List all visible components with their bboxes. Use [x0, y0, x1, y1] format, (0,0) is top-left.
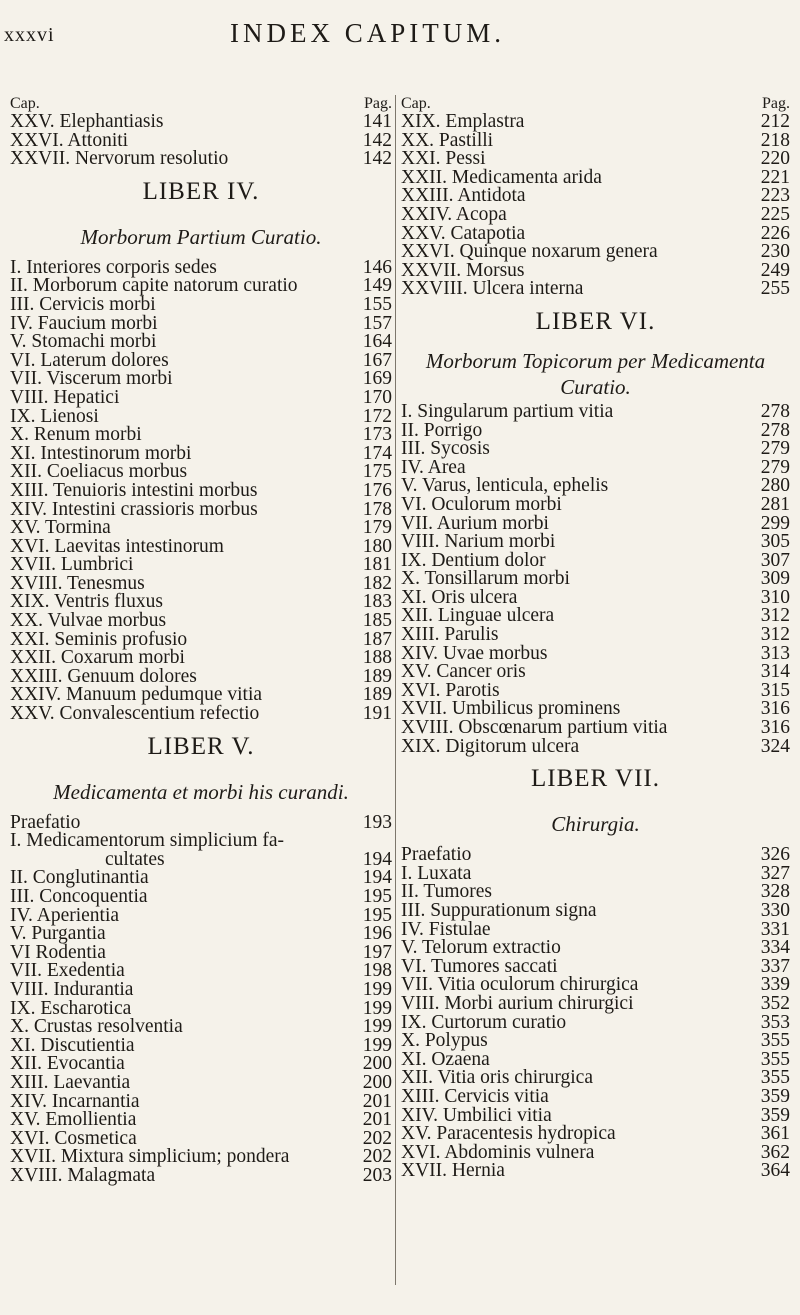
index-entry	[401, 150, 790, 169]
entry-title: XII. Linguae ulcera	[401, 605, 555, 627]
index-entry	[401, 1162, 790, 1181]
column-divider	[395, 95, 396, 1285]
entry-title: XVI. Laevitas intestinorum	[10, 535, 224, 557]
entry-title: XXIV. Acopa	[401, 203, 507, 225]
index-entry	[401, 992, 790, 1014]
running-head	[0, 12, 800, 52]
entry-title: IV. Faucium morbi	[10, 312, 158, 334]
liber5-entries	[10, 811, 392, 1186]
entry-page: 316	[760, 698, 790, 720]
left-top-entries	[10, 113, 392, 169]
entry-title: III. Concoquentia	[10, 886, 148, 907]
index-entry	[10, 519, 392, 538]
index-entry	[10, 293, 392, 315]
index-entry	[401, 533, 790, 552]
entry-page: 155	[362, 293, 392, 315]
right-column	[401, 95, 790, 1181]
entry-title: XXIV. Manuum pedumque vitia	[10, 684, 263, 706]
entry-page: 223	[760, 185, 790, 207]
entry-page: 199	[362, 1034, 392, 1056]
entry-title: XVII. Hernia	[401, 1160, 505, 1182]
index-entry	[10, 1111, 392, 1130]
index-entry	[10, 386, 392, 408]
index-entry	[10, 150, 392, 169]
entry-page: 330	[760, 900, 790, 921]
entry-page: 196	[362, 923, 392, 945]
entry-title: XIX. Digitorum ulcera	[401, 735, 580, 757]
page-folio: xxxvi	[4, 24, 55, 46]
index-entry	[401, 1125, 790, 1144]
entry-title: IX. Lienosi	[10, 405, 99, 427]
entry-page: 191	[362, 703, 392, 725]
entry-page: 202	[362, 1146, 392, 1168]
entry-title: XX. Pastilli	[401, 129, 494, 151]
entry-page: 198	[362, 960, 392, 982]
liber-subtitle: Chirurgia.	[551, 812, 640, 837]
entry-title: XXII. Coxarum morbi	[10, 647, 185, 669]
entry-page: 279	[760, 438, 790, 460]
entry-page: 157	[362, 312, 392, 334]
entry-title: VI. Oculorum morbi	[401, 493, 562, 515]
entry-page: 189	[362, 684, 392, 706]
entry-title: XII. Evocantia	[10, 1053, 125, 1075]
entry-page: 200	[362, 1071, 392, 1093]
index-entry	[10, 832, 392, 851]
entry-title: III. Cervicis morbi	[10, 293, 156, 315]
pag-heading: Pag.	[364, 95, 392, 112]
entry-title: II. Tumores	[401, 881, 493, 903]
index-entry	[401, 400, 790, 422]
index-entry	[401, 1032, 790, 1051]
entry-page: 355	[760, 1048, 790, 1070]
liber-subtitle-line: Curatio.	[560, 374, 631, 399]
liber-heading: LIBER VI.	[535, 307, 656, 335]
liber-subtitle-line: Morborum Topicorum per Medicamenta	[425, 348, 766, 373]
entry-title: VI. Laterum dolores	[10, 349, 169, 371]
index-entry	[10, 426, 392, 445]
entry-page: 193	[362, 811, 392, 833]
entry-title: V. Stomachi morbi	[10, 331, 157, 353]
entry-title: VI Rodentia	[10, 941, 106, 963]
entry-title: XX. Vulvae morbus	[10, 610, 167, 632]
entry-title: I. Medicamentorum simplicium fa-	[10, 830, 285, 852]
index-entry	[401, 719, 790, 738]
entry-title: XXV. Convalescentium refectio	[10, 703, 260, 725]
entry-page: 316	[760, 717, 790, 739]
entry-title: XXI. Pessi	[401, 148, 486, 170]
entry-page: 220	[760, 148, 790, 170]
entry-title: XXIII. Genuum dolores	[10, 665, 197, 687]
entry-title: XXVI. Quinque noxarum genera	[401, 241, 658, 263]
index-entry	[10, 1018, 392, 1037]
entry-page: 189	[362, 665, 392, 687]
entry-title: XIV. Incarnantia	[10, 1090, 140, 1112]
entry-page: 195	[362, 904, 392, 926]
entry-title: XVIII. Tenesmus	[10, 572, 145, 594]
entry-page: 142	[362, 148, 392, 170]
entry-title: XVI. Abdominis vulnera	[401, 1141, 595, 1163]
entry-title: Praefatio	[10, 811, 81, 833]
entry-title: XXIII. Antidota	[401, 185, 526, 207]
entry-title: VIII. Indurantia	[10, 978, 134, 1000]
entry-page: 185	[362, 610, 392, 632]
cap-heading: Cap.	[10, 95, 40, 112]
entry-title: XIV. Umbilici vitia	[401, 1104, 552, 1126]
entry-title: XXV. Elephantiasis	[10, 111, 164, 132]
entry-page: 309	[760, 568, 790, 590]
entry-title: XIII. Laevantia	[10, 1071, 131, 1093]
entry-page: 188	[362, 647, 392, 669]
entry-page: 183	[362, 591, 392, 613]
entry-title: XVI. Parotis	[401, 679, 500, 701]
entry-page: 359	[760, 1104, 790, 1126]
entry-title: XIII. Tenuioris intestini morbus	[10, 479, 258, 501]
entry-title: II. Morborum capite natorum curatio	[10, 275, 298, 297]
entry-page: 176	[362, 479, 392, 501]
entry-page: 249	[760, 259, 790, 281]
entry-page: 203	[362, 1164, 392, 1186]
entry-page: 324	[760, 735, 790, 757]
liber6-entries	[401, 400, 790, 757]
entry-title: cultates	[105, 848, 165, 870]
liber-subtitle: Morborum Partium Curatio.	[80, 224, 322, 249]
index-entry	[401, 203, 790, 225]
entry-page: 181	[362, 554, 392, 576]
entry-page: 179	[362, 517, 392, 539]
liber-subtitle: Medicamenta et morbi his curandi.	[53, 779, 349, 804]
entry-page: 218	[760, 129, 790, 151]
entry-page: 307	[760, 549, 790, 571]
entry-page: 182	[362, 572, 392, 594]
entry-page: 172	[362, 405, 392, 427]
entry-page: 315	[760, 679, 790, 701]
entry-page: 141	[362, 111, 392, 132]
entry-page: 255	[760, 278, 790, 300]
index-entry	[10, 612, 392, 631]
entry-title: XI. Ozaena	[401, 1048, 490, 1070]
entry-title: XVII. Umbilicus prominens	[401, 698, 621, 720]
entry-title: XV. Tormina	[10, 517, 111, 539]
entry-page: 310	[760, 586, 790, 608]
index-entry	[10, 333, 392, 352]
entry-title: XXVII. Nervorum resolutio	[10, 148, 229, 170]
entry-title: X. Polypus	[401, 1030, 488, 1052]
entry-page: 202	[362, 1127, 392, 1149]
entry-title: VII. Aurium morbi	[401, 512, 549, 534]
entry-page: 187	[362, 628, 392, 650]
entry-title: XII. Coeliacus morbus	[10, 461, 188, 483]
index-entry	[401, 280, 790, 299]
entry-title: XXI. Seminis profusio	[10, 628, 188, 650]
index-entry	[10, 705, 392, 724]
entry-page: 200	[362, 1053, 392, 1075]
entry-page: 221	[760, 166, 790, 188]
entry-title: IV. Fistulae	[401, 918, 491, 940]
entry-title: XVI. Cosmetica	[10, 1127, 137, 1149]
index-entry	[401, 493, 790, 515]
entry-title: XXVII. Morsus	[401, 259, 525, 281]
entry-page: 194	[362, 848, 392, 870]
index-entry	[10, 1164, 392, 1186]
entry-title: XV. Paracentesis hydropica	[401, 1123, 616, 1145]
entry-page: 364	[760, 1160, 790, 1182]
entry-title: III. Sycosis	[401, 438, 490, 460]
entry-title: XVIII. Malagmata	[10, 1164, 156, 1186]
entry-title: XXVIII. Ulcera interna	[401, 278, 584, 300]
entry-title: XXII. Medicamenta arida	[401, 166, 602, 188]
index-entry	[10, 888, 392, 907]
entry-title: I. Luxata	[401, 862, 472, 884]
entry-title: Praefatio	[401, 844, 472, 866]
entry-page: 281	[760, 493, 790, 515]
entry-page: 352	[760, 992, 790, 1014]
index-entry	[401, 113, 790, 132]
index-entry	[10, 113, 392, 132]
entry-page: 225	[760, 203, 790, 225]
entry-title: II. Porrigo	[401, 419, 483, 441]
entry-title: XVII. Lumbrici	[10, 554, 134, 576]
entry-title: XXV. Catapotia	[401, 222, 526, 244]
entry-page: 197	[362, 941, 392, 963]
entry-page: 337	[760, 955, 790, 977]
index-entry	[401, 735, 790, 757]
entry-title: VIII. Hepatici	[10, 386, 120, 408]
entry-title: XIV. Intestini crassioris morbus	[10, 498, 258, 520]
entry-page: 194	[362, 867, 392, 889]
entry-title: XIX. Ventris fluxus	[10, 591, 163, 613]
liber4-entries	[10, 256, 392, 725]
entry-page: 362	[760, 1141, 790, 1163]
left-column	[10, 95, 392, 1186]
entry-page: 230	[760, 241, 790, 263]
entry-page: 355	[760, 1067, 790, 1089]
entry-page: 312	[760, 605, 790, 627]
entry-page: 175	[362, 461, 392, 483]
entry-page: 312	[760, 624, 790, 646]
entry-title: XVIII. Obscœnarum partium vitia	[401, 717, 668, 739]
entry-title: XI. Intestinorum morbi	[10, 442, 192, 464]
entry-title: XV. Cancer oris	[401, 661, 526, 683]
entry-title: IV. Aperientia	[10, 904, 120, 926]
entry-title: XII. Vitia oris chirurgica	[401, 1067, 593, 1089]
cap-heading: Cap.	[401, 95, 431, 112]
liber-subtitle	[401, 345, 790, 403]
index-entry	[10, 1071, 392, 1093]
entry-page: 359	[760, 1085, 790, 1107]
index-entry	[401, 626, 790, 645]
liber-heading: LIBER V.	[147, 732, 255, 760]
index-entry	[10, 978, 392, 1000]
entry-title: X. Renum morbi	[10, 424, 142, 446]
entry-title: V. Varus, lenticula, ephelis	[401, 475, 609, 497]
entry-title: XIII. Cervicis vitia	[401, 1085, 549, 1107]
entry-title: IX. Curtorum curatio	[401, 1011, 567, 1033]
liber-heading: LIBER IV.	[142, 177, 260, 205]
index-entry	[401, 440, 790, 459]
index-entry	[10, 925, 392, 944]
entry-page: 280	[760, 475, 790, 497]
index-entry	[10, 479, 392, 501]
index-entry	[401, 1085, 790, 1107]
entry-title: VII. Vitia oculorum chirurgica	[401, 974, 639, 996]
entry-page: 305	[760, 531, 790, 553]
entry-page: 334	[760, 937, 790, 959]
entry-page: 278	[760, 419, 790, 441]
entry-page: 142	[362, 129, 392, 151]
entry-page: 339	[760, 974, 790, 996]
entry-title: VII. Exedentia	[10, 960, 125, 982]
entry-page: 314	[760, 661, 790, 683]
entry-title: VIII. Morbi aurium chirurgici	[401, 992, 634, 1014]
entry-page: 201	[362, 1109, 392, 1131]
entry-page: 149	[362, 275, 392, 297]
entry-title: XIV. Uvae morbus	[401, 642, 548, 664]
entry-page: 170	[362, 386, 392, 408]
liber7-entries	[401, 846, 790, 1181]
entry-title: XXVI. Attoniti	[10, 129, 129, 151]
entry-title: III. Suppurationum signa	[401, 900, 597, 921]
entry-page: 278	[760, 400, 790, 422]
entry-page: 174	[362, 442, 392, 464]
entry-title: V. Telorum extractio	[401, 937, 561, 959]
entry-page: 279	[760, 456, 790, 478]
entry-page: 327	[760, 862, 790, 884]
entry-page: 146	[362, 256, 392, 278]
pag-heading: Pag.	[762, 95, 790, 112]
entry-page: 180	[362, 535, 392, 557]
entry-page: 361	[760, 1123, 790, 1145]
entry-page: 199	[362, 978, 392, 1000]
entry-page: 328	[760, 881, 790, 903]
entry-title: XIX. Emplastra	[401, 111, 525, 132]
entry-title: VII. Viscerum morbi	[10, 368, 173, 390]
entry-title: IX. Escharotica	[10, 997, 132, 1019]
entry-page: 355	[760, 1030, 790, 1052]
index-entry	[401, 243, 790, 262]
index-entry	[401, 902, 790, 921]
entry-page: 331	[760, 918, 790, 940]
entry-page: 299	[760, 512, 790, 534]
entry-page: 212	[760, 111, 790, 132]
entry-page: 167	[362, 349, 392, 371]
entry-title: VIII. Narium morbi	[401, 531, 556, 553]
entry-page: 178	[362, 498, 392, 520]
entry-title: XV. Emollientia	[10, 1109, 137, 1131]
entry-title: II. Conglutinantia	[10, 867, 149, 889]
entry-page: 326	[760, 844, 790, 866]
entry-page: 199	[362, 1016, 392, 1038]
entry-page: 353	[760, 1011, 790, 1033]
entry-page: 226	[760, 222, 790, 244]
entry-title: XI. Discutientia	[10, 1034, 135, 1056]
entry-page: 195	[362, 886, 392, 907]
entry-page: 201	[362, 1090, 392, 1112]
right-top-entries	[401, 113, 790, 299]
entry-page: 169	[362, 368, 392, 390]
entry-title: X. Crustas resolventia	[10, 1016, 183, 1038]
page-title: INDEX CAPITUM.	[230, 18, 505, 48]
entry-title: V. Purgantia	[10, 923, 106, 945]
entry-page: 164	[362, 331, 392, 353]
entry-title: I. Singularum partium vitia	[401, 400, 614, 422]
entry-title: VI. Tumores saccati	[401, 955, 558, 977]
entry-title: XVII. Mixtura simplicium; pondera	[10, 1146, 290, 1168]
entry-title: XI. Oris ulcera	[401, 586, 518, 608]
entry-page: 313	[760, 642, 790, 664]
entry-title: X. Tonsillarum morbi	[401, 568, 570, 590]
entry-page: 199	[362, 997, 392, 1019]
entry-title: IV. Area	[401, 456, 466, 478]
entry-page: 173	[362, 424, 392, 446]
index-entry	[401, 939, 790, 958]
entry-title: IX. Dentium dolor	[401, 549, 546, 571]
entry-title: I. Interiores corporis sedes	[10, 256, 217, 278]
liber-heading: LIBER VII.	[531, 765, 660, 793]
entry-title: XIII. Parulis	[401, 624, 499, 646]
